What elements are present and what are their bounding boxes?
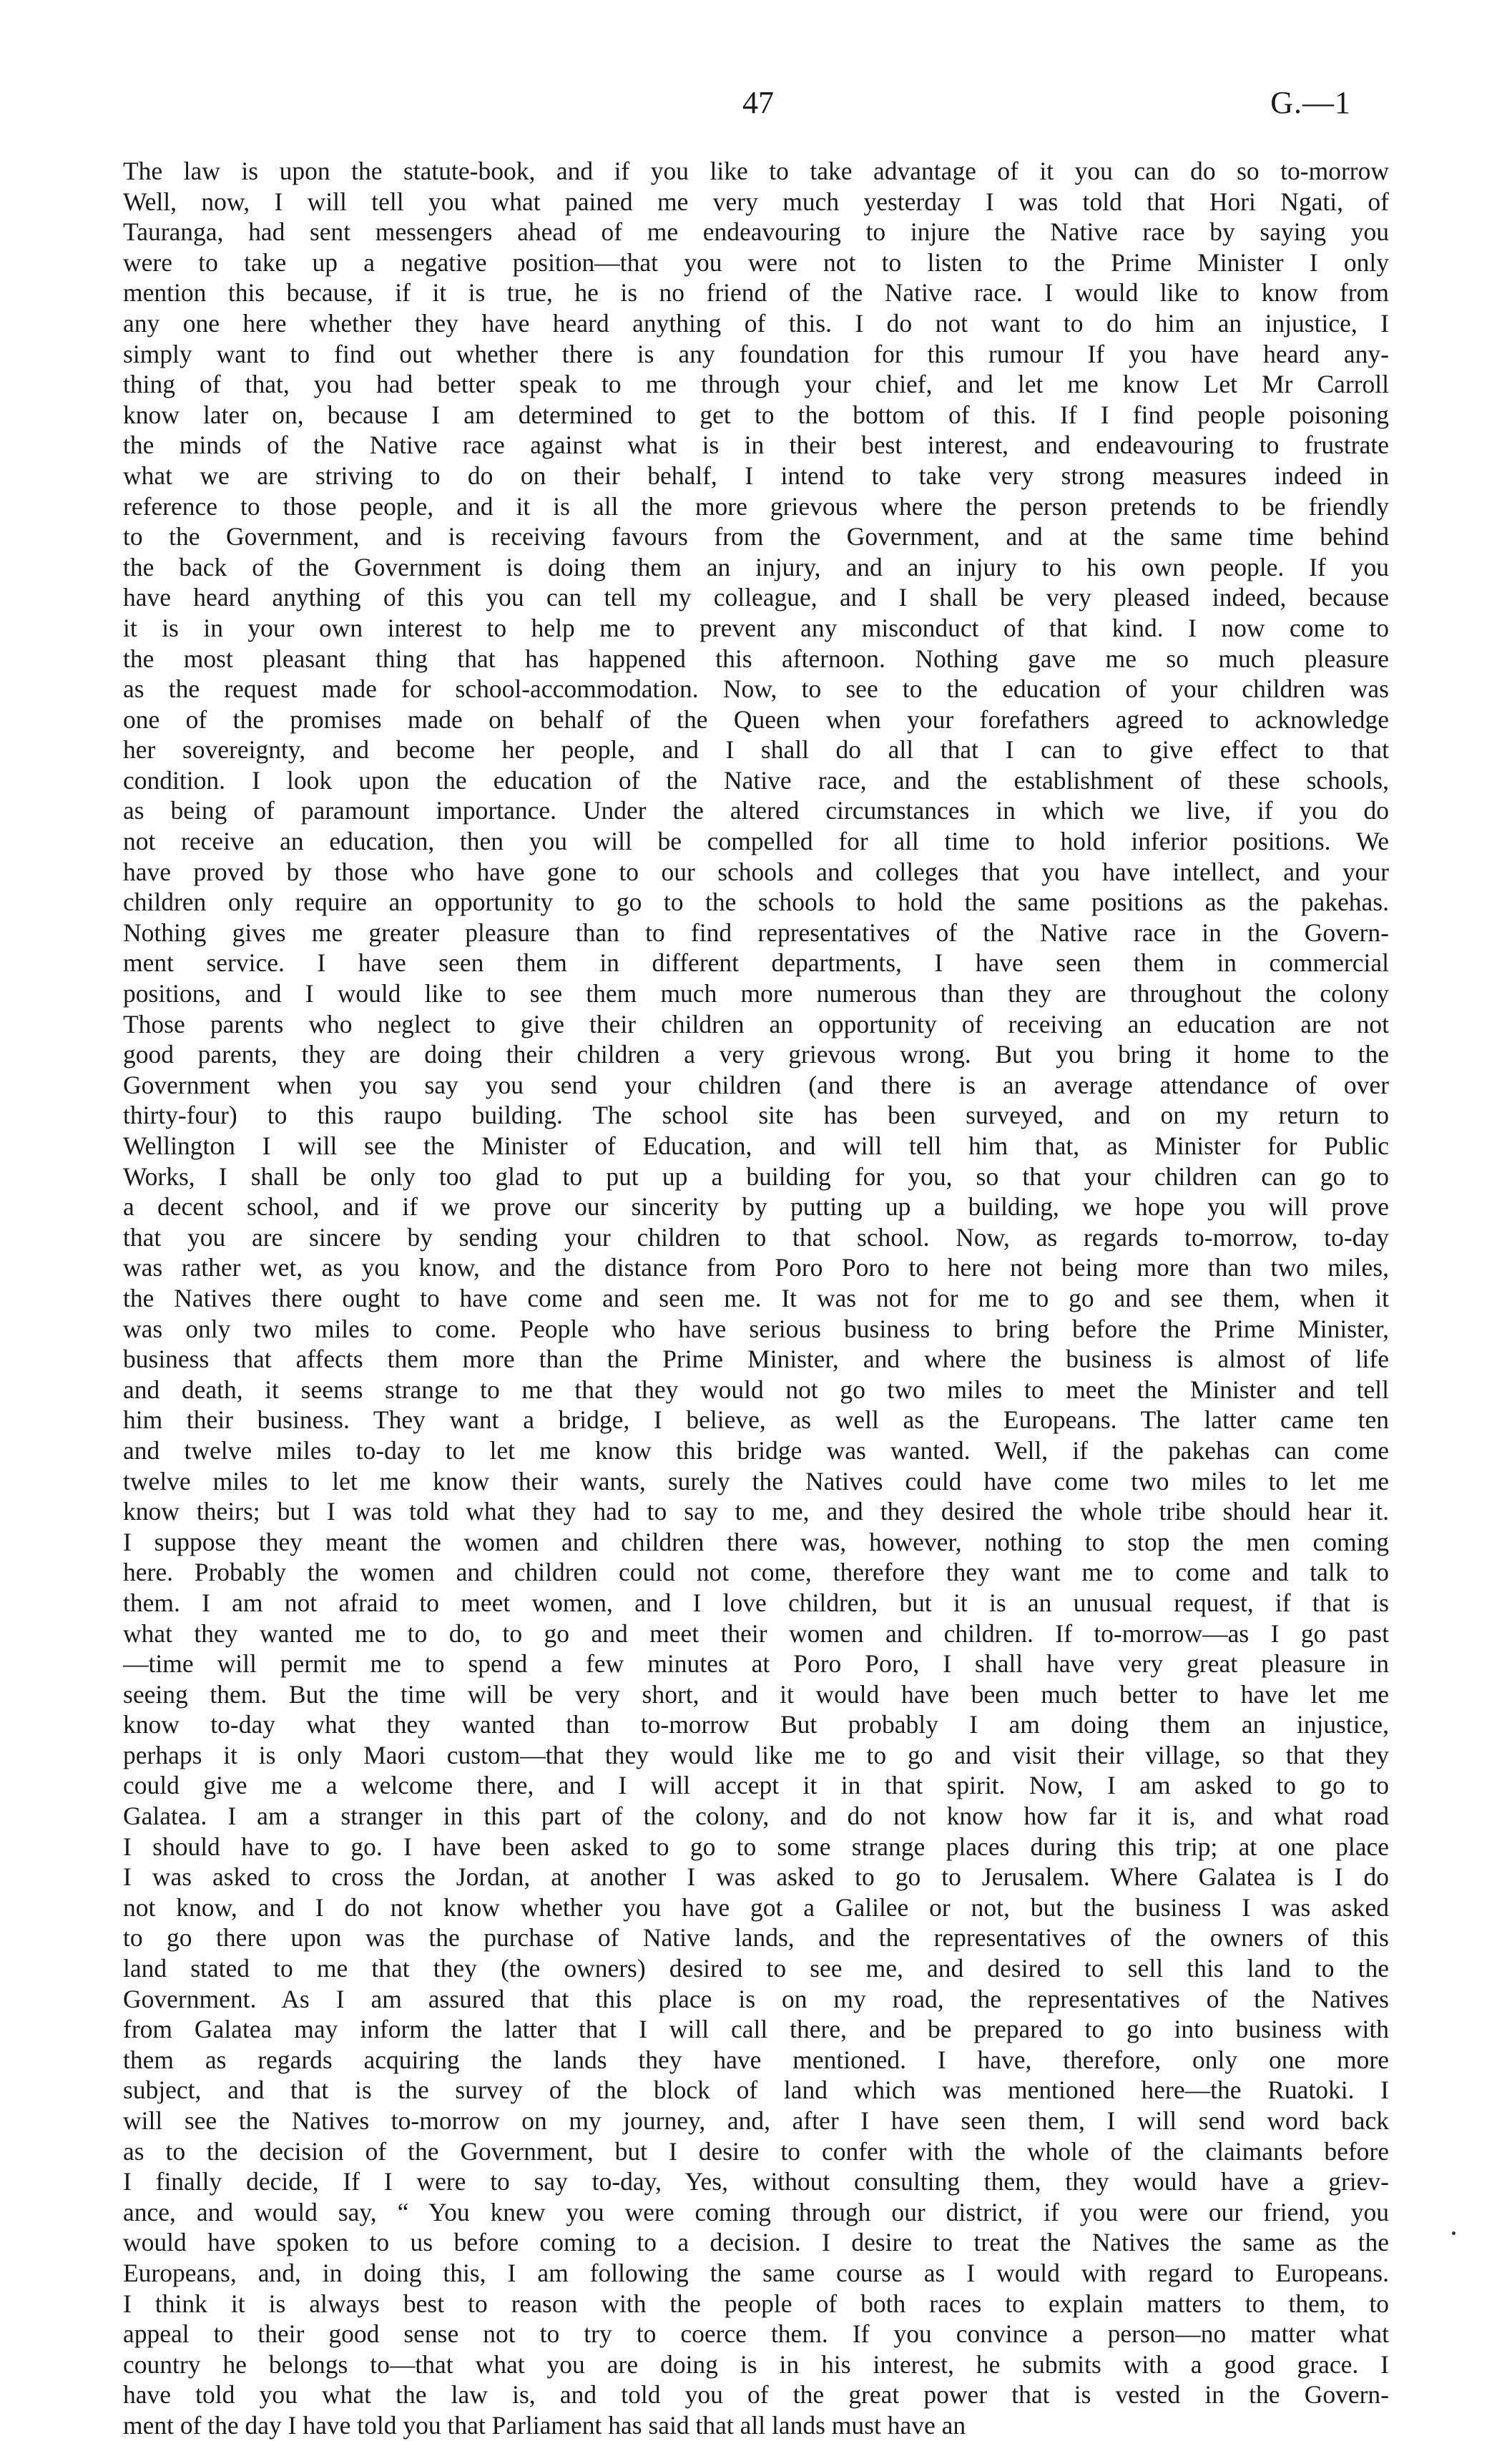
text-line: business that affects them more than the Prime Minister, and where the business is almost of life — [123, 1345, 1389, 1374]
text-line: Europeans, and, in doing this, I am following the same course as I would with regard to Europeans. — [123, 2258, 1389, 2287]
text-line: Well, now, I will tell you what pained me very much yesterday I was told that Hori Ngati, of — [123, 187, 1389, 216]
text-line: to go there upon was the purchase of Native lands, and the representatives of the owners of this — [123, 1923, 1389, 1953]
text-line: The law is upon the statute-book, and if you like to take advantage of it you can do so to-morrow — [123, 157, 1389, 185]
text-line: thing of that, you had better speak to me through your chief, and let me know Let Mr Carroll — [123, 370, 1389, 399]
text-line: know to-day what they wanted than to-morrow But probably I am doing them an injustice, — [123, 1710, 1389, 1739]
text-line: one of the promises made on behalf of the Queen when your forefathers agreed to acknowledge — [123, 704, 1389, 734]
text-line: it is in your own interest to help me to prevent any misconduct of that kind. I now come to — [123, 613, 1389, 642]
text-line: them. I am not afraid to meet women, and I love children, but it is an unusual request, if that is — [123, 1588, 1389, 1617]
text-line: was rather wet, as you know, and the distance from Poro Poro to here not being more than two miles, — [123, 1253, 1389, 1282]
text-line: good parents, they are doing their children a very grievous wrong. But you bring it home to the — [123, 1040, 1389, 1069]
text-line: country he belongs to—that what you are doing is in his interest, he submits with a good grace. I — [123, 2349, 1389, 2379]
text-line: her sovereignty, and become her people, and I shall do all that I can to give effect to that — [123, 735, 1389, 765]
text-line: that you are sincere by sending your children to that school. Now, as regards to-morrow, to-day — [123, 1222, 1389, 1252]
text-line: I was asked to cross the Jordan, at another I was asked to go to Jerusalem. Where Galatea is I do — [123, 1862, 1389, 1892]
text-line: Galatea. I am a stranger in this part of the colony, and do not know how far it is, and what road — [123, 1802, 1389, 1831]
text-line: Government. As I am assured that this place is on my road, the representatives of the Natives — [123, 1984, 1389, 2013]
text-line: appeal to their good sense not to try to coerce them. If you convince a person—no matter what — [123, 2319, 1389, 2349]
text-line: as to the decision of the Government, but I desire to confer with the whole of the claimants before — [123, 2136, 1389, 2166]
text-line: the back of the Government is doing them an injury, and an injury to his own people. If you — [123, 552, 1389, 581]
page-number: 47 — [742, 85, 774, 120]
text-line: Tauranga, had sent messengers ahead of me endeavouring to injure the Native race by saying you — [123, 217, 1389, 247]
text-line: mention this because, if it is true, he is no friend of the Native race. I would like to know from — [123, 278, 1389, 308]
text-line: have told you what the law is, and told you of the great power that is vested in the Govern- — [123, 2380, 1389, 2410]
text-line: were to take up a negative position—that you were not to listen to the Prime Minister I only — [123, 247, 1389, 277]
text-line: Works, I shall be only too glad to put up a building for you, so that your children can go to — [123, 1161, 1389, 1191]
text-line: land stated to me that they (the owners) desired to see me, and desired to sell this land to the — [123, 1954, 1389, 1983]
text-line: thirty-four) to this raupo building. The school site has been surveyed, and on my return to — [123, 1101, 1389, 1130]
text-line: as the request made for school-accommodation. Now, to see to the education of your children was — [123, 674, 1389, 704]
text-line: twelve miles to let me know their wants, surely the Natives could have come two miles to let me — [123, 1466, 1389, 1495]
text-line: children only require an opportunity to go to the schools to hold the same positions as the pakehas. — [123, 888, 1389, 917]
text-line: I think it is always best to reason with the people of both races to explain matters to them, to — [123, 2289, 1389, 2318]
stray-ink-mark — [1452, 2231, 1455, 2235]
text-line: would have spoken to us before coming to a decision. I desire to treat the Natives the same as the — [123, 2228, 1389, 2257]
text-line: was only two miles to come. People who have serious business to bring before the Prime Minister, — [123, 1314, 1389, 1343]
report-code: G.—1 — [1270, 85, 1351, 120]
text-line: ment of the day I have told you that Parliament has said that all lands must have an — [123, 2410, 966, 2440]
text-line: I should have to go. I have been asked to go to some strange places during this trip; at one place — [123, 1832, 1389, 1861]
text-line: any one here whether they have heard anything of this. I do not want to do him an injustice, I — [123, 308, 1389, 338]
text-line: not receive an education, then you will be compelled for all time to hold inferior positions. We — [123, 827, 1389, 856]
text-line: I finally decide, If I were to say to-day, Yes, without consulting them, they would have a griev- — [123, 2167, 1389, 2196]
body-text — [123, 156, 1389, 2441]
text-line: Wellington I will see the Minister of Education, and will tell him that, as Minister for Public — [123, 1131, 1389, 1160]
text-line: know theirs; but I was told what they had to say to me, and they desired the whole tribe should hear it. — [123, 1497, 1389, 1526]
text-line: could give me a welcome there, and I will accept it in that spirit. Now, I am asked to go to — [123, 1771, 1389, 1800]
text-line: I suppose they meant the women and children there was, however, nothing to stop the men coming — [123, 1527, 1389, 1556]
text-line: reference to those people, and it is all the more grievous where the person pretends to be friendly — [123, 491, 1389, 521]
text-line: will see the Natives to-morrow on my journey, and, after I have seen them, I will send word back — [123, 2106, 1389, 2135]
text-line: from Galatea may inform the latter that I will call there, and be prepared to go into business with — [123, 2015, 1389, 2044]
text-line: here. Probably the women and children could not come, therefore they want me to come and talk to — [123, 1558, 1389, 1587]
text-line: as being of paramount importance. Under the altered circumstances in which we live, if you do — [123, 796, 1389, 825]
text-line: positions, and I would like to see them much more numerous than they are throughout the colony — [123, 979, 1389, 1008]
text-line: Those parents who neglect to give their children an opportunity of receiving an education are not — [123, 1009, 1389, 1038]
text-line: to the Government, and is receiving favours from the Government, and at the same time behind — [123, 522, 1389, 551]
text-line: —time will permit me to spend a few minutes at Poro Poro, I shall have very great pleasure in — [123, 1649, 1389, 1679]
text-line: not know, and I do not know whether you have got a Galilee or not, but the business I was asked — [123, 1892, 1389, 1922]
text-line: simply want to find out whether there is any foundation for this rumour If you have heard any- — [123, 339, 1389, 368]
text-line: Nothing gives me greater pleasure than to find representatives of the Native race in the Govern- — [123, 918, 1389, 947]
text-line: ance, and would say, “ You knew you were coming through our district, if you were our friend, you — [123, 2197, 1389, 2226]
text-line: a decent school, and if we prove our sincerity by putting up a building, we hope you will prove — [123, 1192, 1389, 1222]
text-line: the Natives there ought to have come and seen me. It was not for me to go and see them, when it — [123, 1283, 1389, 1312]
text-line: and death, it seems strange to me that they would not go two miles to meet the Minister and tell — [123, 1375, 1389, 1404]
text-line: condition. I look upon the education of the Native race, and the establishment of these schools, — [123, 765, 1389, 795]
text-line: and twelve miles to-day to let me know this bridge was wanted. Well, if the pakehas can come — [123, 1435, 1389, 1465]
text-line: perhaps it is only Maori custom—that they would like me to go and visit their village, so that they — [123, 1740, 1389, 1769]
text-line: the minds of the Native race against what is in their best interest, and endeavouring to frustrate — [123, 431, 1389, 460]
text-line: Government when you say you send your children (and there is an average attendance of over — [123, 1070, 1389, 1099]
text-line: know later on, because I am determined to get to the bottom of this. If I find people poisoning — [123, 400, 1389, 429]
text-line: the most pleasant thing that has happened this afternoon. Nothing gave me so much pleasure — [123, 644, 1389, 673]
text-line: seeing them. But the time will be very short, and it would have been much better to have let me — [123, 1679, 1389, 1709]
text-line: what they wanted me to do, to go and meet their women and children. If to-morrow—as I go past — [123, 1619, 1389, 1648]
text-line: have heard anything of this you can tell my colleague, and I shall be very pleased indeed, because — [123, 583, 1389, 612]
text-line: have proved by those who have gone to our schools and colleges that you have intellect, and your — [123, 857, 1389, 886]
text-line: him their business. They want a bridge, I believe, as well as the Europeans. The latter came ten — [123, 1405, 1389, 1435]
text-line: ment service. I have seen them in different departments, I have seen them in commercial — [123, 948, 1389, 978]
text-line: them as regards acquiring the lands they have mentioned. I have, therefore, only one more — [123, 2045, 1389, 2074]
text-line: what we are striving to do on their behalf, I intend to take very strong measures indeed in — [123, 461, 1389, 490]
text-line: subject, and that is the survey of the block of land which was mentioned here—the Ruatoki. I — [123, 2076, 1389, 2105]
